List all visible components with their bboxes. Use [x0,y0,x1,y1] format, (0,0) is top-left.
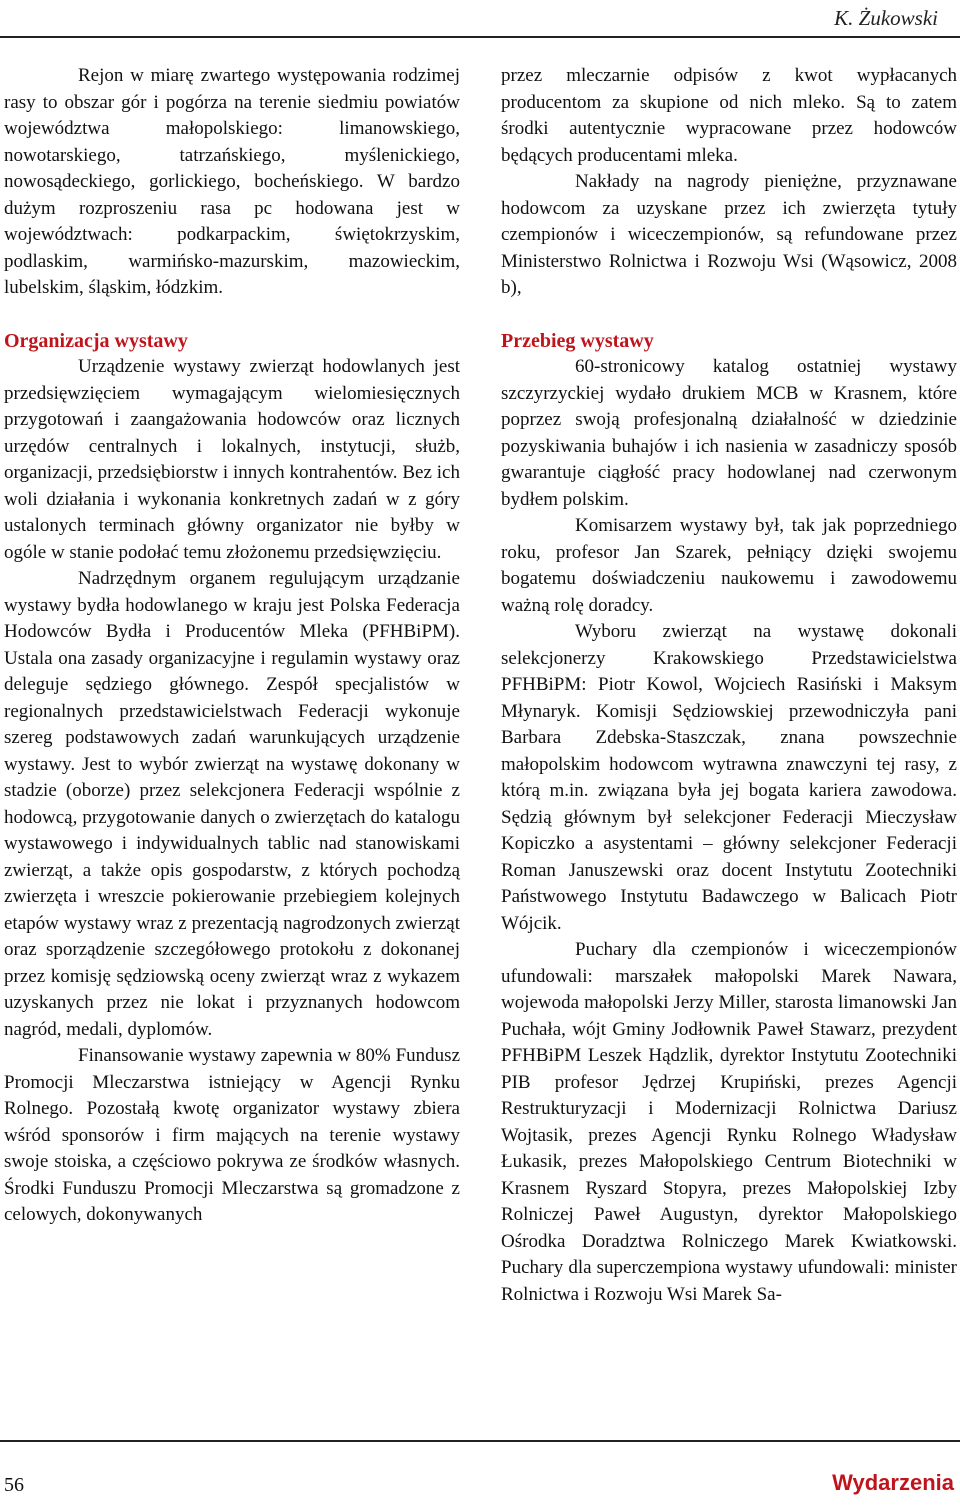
page-header [0,0,960,40]
paragraph: 60-stronicowy katalog ostatniej wystawy szczyrzyckiej wydało drukiem MCB w Krasnem, które poprzez swoją profesjonalną działalność w dziedzinie pozyskiwania buhajów i ich nasienia w zasadniczy sposób gwarantuje ciągłość pracy hodowlanej nad czerwonym bydłem polskim. [501,356,957,510]
section-name: Wydarzenia [832,1470,954,1495]
paragraph: Rejon w miarę zwartego występowania rodzimej rasy to obszar gór i pogórza na terenie siedmiu powiatów województwa małopolskiego: limanowskiego, nowotarskiego, tatrzańskiego, myślenickiego, nowosądeckiego, gorlickiego, bocheńskiego. W bardzo dużym rozproszeniu rasa pc hodowana jest w województwach: podkarpackim, świętokrzyskim, podlaskim, warmińsko-mazurskim, mazowieckim, lubelskim, śląskim, łódzkim. [4,65,460,298]
section-heading-organizacja: Organizacja wystawy [4,329,188,352]
paragraph: Nadrzędnym organem regulującym urządzanie wystawy bydła hodowlanego w kraju jest Polska Federacja Hodowców Bydła i Producentów Mleka (PFHBiPM). Ustala ona zasady organizacyjne i regulamin wystawy oraz deleguje sędziego głównego. Zespół specjalistów w regionalnych przedstawicielstwach Federacji wykonuje szereg podstawowych zadań warunkujących urządzenie wystawy. Jest to wybór zwierząt na wystawę dokonany w stadzie (oborze) przez selekcjonera Federacji wspólnie z hodowcą, przygotowanie danych o zwierzętach do katalogu wystawowego i indywidualnych tablic nad stanowiskami zwierząt, a także opis gospodarstw, z których pochodzą zwierzęta i wreszcie pokierowanie przebiegiem kolejnych etapów wystawy wraz z prezentacją nagrodzonych zwierząt oraz sporządzenie szczegółowego protokołu z dokonanej przez komisję sędziowską oceny zwierząt wraz z wykazem uzyskanych przez nie lokat i przyznanych hodowcom nagród, medali, dyplomów. [4,568,460,1040]
paragraph: Finansowanie wystawy zapewnia w 80% Fundusz Promocji Mleczarstwa istniejący w Agencji Rynku Rolnego. Pozostałą kwotę organizator wystawy zbiera wśród sponsorów i firm mających na terenie wystawy swoje stoiska, a częściowo pokrywa ze środków własnych. Środki Funduszu Promocji Mleczarstwa są gromadzone z celowych, dokonywanych [4,1045,460,1225]
header-rule [0,36,960,38]
spacer [501,302,957,328]
paragraph: Nakłady na nagrody pieniężne, przyznawane hodowcom za uzyskane przez ich zwierzęta tytuły czempionów i wiceczempionów, są refundowane przez Ministerstwo Rolnictwa i Rozwoju Wsi (Wąsowicz, 2008 b), [501,171,957,298]
paragraph: Puchary dla czempionów i wiceczempionów ufundowali: marszałek małopolski Marek Nawara, wojewoda małopolski Jerzy Miller, starosta limanowski Jan Puchała, wójt Gminy Jodłownik Paweł Stawarz, prezydent PFHBiPM Leszek Hądzlik, dyrektor Instytutu Zootechniki PIB profesor Jędrzej Krupiński, prezes Agencji Restrukturyzacji i Modernizacji Rolnictwa Dariusz Wojtasik, prezes Agencji Rynku Rolnego Władysław Łukasik, prezes Małopolskiego Centrum Biotechniki w Krasnem Ryszard Stopyra, prezes Małopolskiej Izby Rolniczej Paweł Augustyn, dyrektor Małopolskiego Ośrodka Doradztwa Rolniczego Marek Kwiatkowski. Puchary dla superczempiona wystawy ufundowali: minister Rolnictwa i Rozwoju Wsi Marek Sa- [501,939,957,1305]
page-number: 56 [4,1474,24,1496]
paragraph: Urządzenie wystawy zwierząt hodowlanych jest przedsięwzięciem wymagającym wielomiesięcznych przygotowań i zaangażowania hodowców oraz licznych urzędów centralnych i lokalnych, instytucji, służb, organizacji, przedsiębiorstw i innych kontrahentów. Bez ich woli działania i wykonania konkretnych zadań w z góry ustalonych terminach główny organizator nie byłby w ogóle w stanie podołać temu złożonemu przedsięwzięciu. [4,356,460,563]
running-head-author: K. Żukowski [834,6,938,30]
paragraph: Wyboru zwierząt na wystawę dokonali selekcjonerzy Krakowskiego Przedstawicielstwa PFHBiPM: Piotr Kowol, Wojciech Rasiński i Maksym Młynaryk. Komisji Sędziowskiej przewodniczyła pani Barbara Zdebska-Staszczak, znana powszechnie małopolskim hodowcom wytrawna znawczyni tej rasy, z którą m.in. związana była jej bogata kariera zawodowa. Sędzią głównym był selekcjoner Federacji Mieczysław Kopiczko a asystentami – główny selekcjoner Federacji Roman Januszewski oraz docent Instytutu Zootechniki Państwowego Instytutu Badawczego w Balicach Piotr Wójcik. [501,621,957,934]
paragraph-continued: przez mleczarnie odpisów z kwot wypłacanych producentom za skupione od nich mleko. Są to zatem środki autentycznie wypracowane przez hodowców będących producentami mleka. [501,65,957,166]
spacer [4,302,460,328]
section-heading-przebieg: Przebieg wystawy [501,329,654,352]
paragraph: Komisarzem wystawy był, tak jak poprzedniego roku, profesor Jan Szarek, pełniący dzięki swojemu bogatemu doświadczeniu naukowemu i zawodowemu ważną rolę doradcy. [501,515,957,616]
right-column [501,63,957,1308]
footer-rule [0,1440,960,1442]
left-column [4,63,460,1229]
